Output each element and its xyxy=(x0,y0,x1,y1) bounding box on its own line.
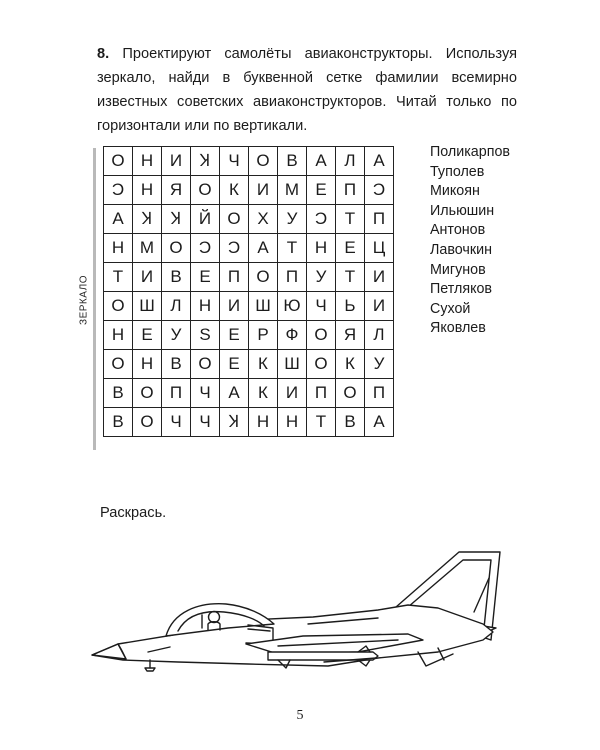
grid-cell: Ɔ xyxy=(307,205,336,234)
grid-cell: Н xyxy=(133,147,162,176)
grid-cell: Т xyxy=(336,205,365,234)
grid-cell: О xyxy=(104,147,133,176)
grid-cell: А xyxy=(307,147,336,176)
grid-cell: В xyxy=(336,408,365,437)
grid-cell: Ѕ xyxy=(191,321,220,350)
grid-cell: К xyxy=(220,176,249,205)
grid-cell: М xyxy=(133,234,162,263)
grid-cell: В xyxy=(104,379,133,408)
grid-cell: О xyxy=(133,379,162,408)
grid-cell: Ф xyxy=(278,321,307,350)
grid-cell: Ч xyxy=(191,379,220,408)
grid-cell: А xyxy=(104,205,133,234)
grid-row xyxy=(104,350,394,379)
letter-grid xyxy=(103,146,394,437)
task-number: 8. xyxy=(97,46,110,62)
grid-cell: П xyxy=(307,379,336,408)
grid-cell: У xyxy=(162,321,191,350)
grid-cell: Н xyxy=(133,176,162,205)
designer-name: Мигунов xyxy=(430,261,486,278)
grid-cell: Ш xyxy=(249,292,278,321)
grid-cell: Ɔ xyxy=(191,234,220,263)
grid-cell: Н xyxy=(104,321,133,350)
grid-cell: Н xyxy=(133,350,162,379)
grid-row xyxy=(104,263,394,292)
grid-cell: Т xyxy=(278,234,307,263)
grid-cell: О xyxy=(249,147,278,176)
grid-cell: Н xyxy=(307,234,336,263)
designer-name: Ильюшин xyxy=(430,202,495,219)
grid-row xyxy=(104,176,394,205)
grid-cell: П xyxy=(365,205,394,234)
designer-name: Поликарпов xyxy=(430,144,511,160)
grid-cell: Н xyxy=(104,234,133,263)
designer-name: Сухой xyxy=(430,300,471,317)
grid-cell: А xyxy=(365,147,394,176)
grid-cell: И xyxy=(249,176,278,205)
grid-cell: Е xyxy=(191,263,220,292)
grid-cell: Т xyxy=(307,408,336,437)
grid-cell: Е xyxy=(220,350,249,379)
grid-cell: Ч xyxy=(162,408,191,437)
grid-cell: К xyxy=(336,350,365,379)
designer-name: Лавочкин xyxy=(430,241,492,258)
grid-cell: О xyxy=(191,176,220,205)
grid-cell: И xyxy=(162,147,191,176)
grid-cell: П xyxy=(220,263,249,292)
grid-cell: В xyxy=(104,408,133,437)
page-number: 5 xyxy=(296,708,304,723)
grid-cell: Е xyxy=(336,234,365,263)
grid-row xyxy=(104,379,394,408)
designer-names-list xyxy=(430,143,510,339)
grid-cell: Н xyxy=(278,408,307,437)
grid-cell: Я xyxy=(162,176,191,205)
grid-cell: Я xyxy=(336,321,365,350)
task-description: Проектируют самолёты авиаконструкторы. Используя зеркало, найди в буквенной сетке фамилии всемирно известных советских авиаконструкторов. Читай только по горизонтали или по вертикали. xyxy=(97,46,517,134)
grid-row xyxy=(104,292,394,321)
grid-cell: Р xyxy=(249,321,278,350)
grid-cell: П xyxy=(162,379,191,408)
grid-cell: Т xyxy=(336,263,365,292)
grid-cell: О xyxy=(249,263,278,292)
grid-cell: Ɔ xyxy=(365,176,394,205)
colouring-instruction: Раскрась. xyxy=(100,505,167,521)
grid-cell: Ʞ xyxy=(220,408,249,437)
grid-cell: Т xyxy=(104,263,133,292)
grid-cell: И xyxy=(220,292,249,321)
grid-cell: Н xyxy=(191,292,220,321)
grid-cell: Ʞ xyxy=(162,205,191,234)
grid-cell: О xyxy=(104,350,133,379)
grid-row xyxy=(104,321,394,350)
grid-cell: П xyxy=(365,379,394,408)
grid-cell: А xyxy=(365,408,394,437)
grid-cell: У xyxy=(278,205,307,234)
grid-cell: Ю xyxy=(278,292,307,321)
designer-name: Яковлев xyxy=(430,320,486,337)
designer-name: Туполев xyxy=(430,163,485,180)
grid-cell: М xyxy=(278,176,307,205)
grid-cell: О xyxy=(191,350,220,379)
grid-cell: И xyxy=(365,263,394,292)
grid-cell: К xyxy=(249,379,278,408)
grid-cell: Ч xyxy=(191,408,220,437)
grid-cell: О xyxy=(104,292,133,321)
designer-name: Петляков xyxy=(430,281,493,298)
grid-cell: Ц xyxy=(365,234,394,263)
grid-cell: А xyxy=(249,234,278,263)
grid-cell: П xyxy=(278,263,307,292)
grid-cell: И xyxy=(278,379,307,408)
grid-cell: Л xyxy=(365,321,394,350)
grid-cell: В xyxy=(162,350,191,379)
mirror-label: ЗЕРКАЛО xyxy=(78,275,90,325)
grid-cell: Ч xyxy=(307,292,336,321)
grid-cell: О xyxy=(336,379,365,408)
grid-cell: В xyxy=(278,147,307,176)
grid-cell: Ч xyxy=(220,147,249,176)
task-text xyxy=(97,42,517,138)
fighter-jet-drawing xyxy=(78,540,518,690)
designer-name: Антонов xyxy=(430,222,486,239)
designer-name: Микоян xyxy=(430,183,480,200)
grid-cell: Ш xyxy=(133,292,162,321)
grid-cell: И xyxy=(133,263,162,292)
grid-row xyxy=(104,147,394,176)
grid-cell: Ɔ xyxy=(104,176,133,205)
grid-cell: В xyxy=(162,263,191,292)
grid-cell: О xyxy=(307,321,336,350)
mirror-bar xyxy=(93,148,96,450)
grid-cell: О xyxy=(162,234,191,263)
grid-cell: У xyxy=(307,263,336,292)
grid-cell: Х xyxy=(249,205,278,234)
grid-cell: Л xyxy=(162,292,191,321)
grid-cell: О xyxy=(133,408,162,437)
grid-row xyxy=(104,408,394,437)
grid-cell: Е xyxy=(220,321,249,350)
grid-cell: Л xyxy=(336,147,365,176)
grid-cell: Ɔ xyxy=(220,234,249,263)
grid-cell: Е xyxy=(307,176,336,205)
grid-cell: К xyxy=(249,350,278,379)
grid-cell: О xyxy=(220,205,249,234)
grid-cell: Ь xyxy=(336,292,365,321)
grid-cell: Ʞ xyxy=(191,147,220,176)
grid-cell: А xyxy=(220,379,249,408)
grid-cell: У xyxy=(365,350,394,379)
grid-cell: П xyxy=(336,176,365,205)
grid-cell: Е xyxy=(133,321,162,350)
grid-cell: И xyxy=(365,292,394,321)
grid-cell: Ш xyxy=(278,350,307,379)
grid-cell: Ʞ xyxy=(133,205,162,234)
grid-cell: Й xyxy=(191,205,220,234)
grid-cell: Н xyxy=(249,408,278,437)
grid-row xyxy=(104,234,394,263)
grid-cell: О xyxy=(307,350,336,379)
grid-row xyxy=(104,205,394,234)
